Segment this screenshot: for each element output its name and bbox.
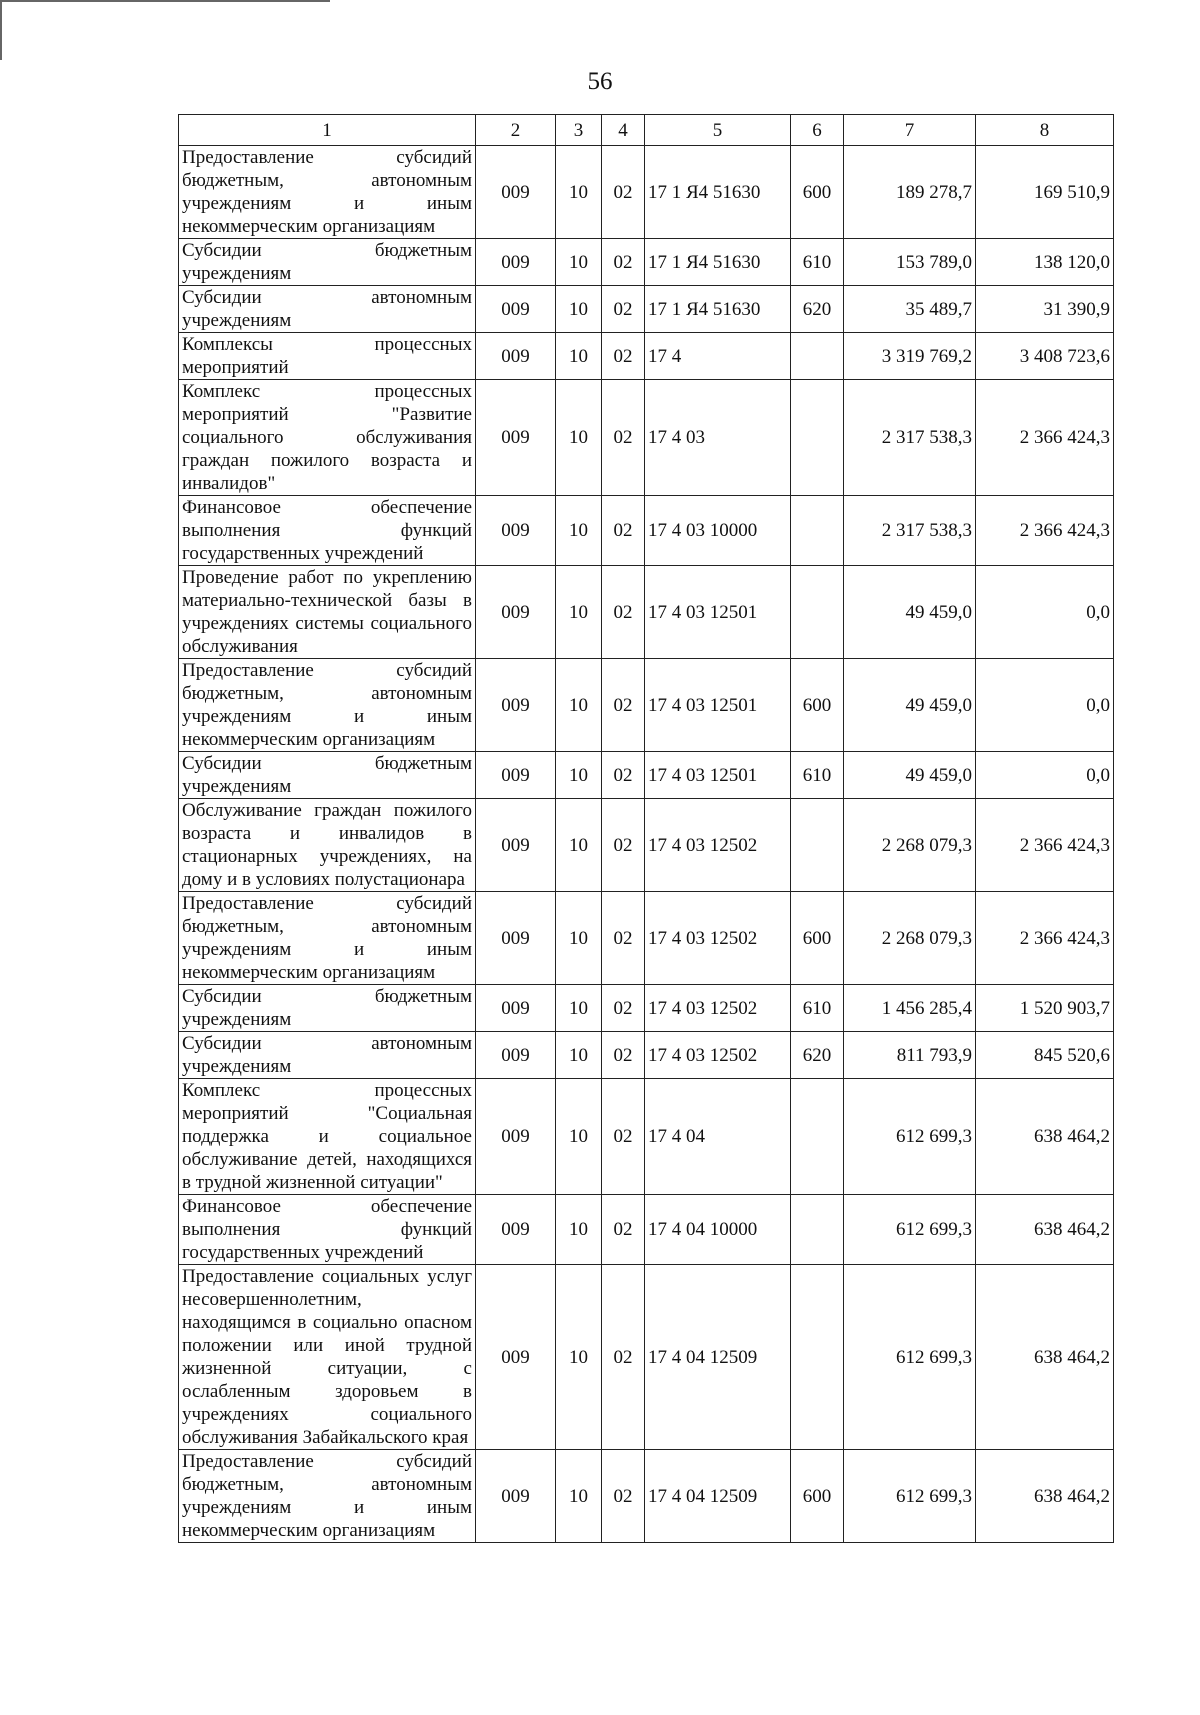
cell-target-article: 17 4 03 12502 (645, 1032, 791, 1079)
cell-section: 10 (556, 286, 602, 333)
cell-amount-2: 138 120,0 (976, 239, 1114, 286)
scan-edge-line (0, 0, 330, 2)
cell-admin-code: 009 (476, 892, 556, 985)
column-header: 3 (556, 115, 602, 146)
cell-expense-type (791, 566, 844, 659)
row-name: Комплекс процессных мероприятий "Развитие социального обслуживания граждан пожилого возраста и инвалидов" (179, 380, 476, 496)
cell-subsection: 02 (602, 1079, 645, 1195)
cell-amount-1: 612 699,3 (844, 1450, 976, 1543)
cell-expense-type (791, 799, 844, 892)
table-row (179, 496, 1114, 566)
cell-expense-type: 610 (791, 985, 844, 1032)
cell-expense-type (791, 1195, 844, 1265)
cell-target-article: 17 4 04 (645, 1079, 791, 1195)
cell-subsection: 02 (602, 1265, 645, 1450)
scan-edge-line (0, 0, 2, 60)
row-name: Обслуживание граждан пожилого возраста и инвалидов в стационарных учреждениях, на дому и в условиях полустационара (179, 799, 476, 892)
cell-amount-1: 49 459,0 (844, 659, 976, 752)
cell-expense-type: 620 (791, 1032, 844, 1079)
column-header: 5 (645, 115, 791, 146)
row-name: Предоставление субсидий бюджетным, автономным учреждениям и иным некоммерческим организациям (179, 146, 476, 239)
cell-expense-type: 600 (791, 659, 844, 752)
cell-amount-2: 638 464,2 (976, 1195, 1114, 1265)
cell-amount-1: 2 317 538,3 (844, 380, 976, 496)
cell-amount-2: 638 464,2 (976, 1079, 1114, 1195)
cell-target-article: 17 1 Я4 51630 (645, 239, 791, 286)
cell-admin-code: 009 (476, 799, 556, 892)
table-row (179, 799, 1114, 892)
row-name: Субсидии бюджетным учреждениям (179, 752, 476, 799)
cell-subsection: 02 (602, 333, 645, 380)
cell-section: 10 (556, 1032, 602, 1079)
cell-admin-code: 009 (476, 1195, 556, 1265)
cell-expense-type (791, 1265, 844, 1450)
column-header: 7 (844, 115, 976, 146)
row-name: Субсидии бюджетным учреждениям (179, 239, 476, 286)
cell-amount-2: 1 520 903,7 (976, 985, 1114, 1032)
cell-admin-code: 009 (476, 239, 556, 286)
row-name: Предоставление субсидий бюджетным, автономным учреждениям и иным некоммерческим организациям (179, 659, 476, 752)
cell-section: 10 (556, 566, 602, 659)
cell-expense-type: 610 (791, 752, 844, 799)
cell-admin-code: 009 (476, 1265, 556, 1450)
cell-subsection: 02 (602, 146, 645, 239)
cell-target-article: 17 4 03 12502 (645, 985, 791, 1032)
cell-target-article: 17 4 03 12502 (645, 799, 791, 892)
page-number: 56 (587, 68, 613, 95)
cell-amount-2: 0,0 (976, 566, 1114, 659)
table-row (179, 1195, 1114, 1265)
cell-admin-code: 009 (476, 659, 556, 752)
cell-amount-2: 638 464,2 (976, 1450, 1114, 1543)
cell-section: 10 (556, 892, 602, 985)
cell-amount-1: 35 489,7 (844, 286, 976, 333)
cell-admin-code: 009 (476, 1079, 556, 1195)
cell-amount-1: 153 789,0 (844, 239, 976, 286)
cell-expense-type (791, 496, 844, 566)
cell-admin-code: 009 (476, 333, 556, 380)
cell-target-article: 17 4 04 12509 (645, 1265, 791, 1450)
budget-table (178, 114, 1114, 1543)
table-row (179, 566, 1114, 659)
cell-amount-2: 638 464,2 (976, 1265, 1114, 1450)
cell-target-article: 17 4 03 12501 (645, 752, 791, 799)
cell-amount-2: 3 408 723,6 (976, 333, 1114, 380)
cell-expense-type: 620 (791, 286, 844, 333)
cell-amount-2: 31 390,9 (976, 286, 1114, 333)
cell-target-article: 17 4 04 10000 (645, 1195, 791, 1265)
cell-admin-code: 009 (476, 1450, 556, 1543)
cell-subsection: 02 (602, 659, 645, 752)
cell-amount-1: 49 459,0 (844, 752, 976, 799)
row-name: Субсидии автономным учреждениям (179, 286, 476, 333)
cell-subsection: 02 (602, 1195, 645, 1265)
cell-admin-code: 009 (476, 286, 556, 333)
cell-subsection: 02 (602, 380, 645, 496)
column-header: 2 (476, 115, 556, 146)
cell-amount-2: 2 366 424,3 (976, 892, 1114, 985)
column-header: 6 (791, 115, 844, 146)
cell-expense-type: 600 (791, 892, 844, 985)
cell-section: 10 (556, 496, 602, 566)
cell-subsection: 02 (602, 496, 645, 566)
cell-amount-1: 2 317 538,3 (844, 496, 976, 566)
cell-target-article: 17 4 03 12501 (645, 566, 791, 659)
cell-admin-code: 009 (476, 985, 556, 1032)
cell-target-article: 17 4 03 12501 (645, 659, 791, 752)
table-row (179, 1265, 1114, 1450)
cell-amount-2: 0,0 (976, 752, 1114, 799)
cell-subsection: 02 (602, 1032, 645, 1079)
cell-amount-1: 2 268 079,3 (844, 799, 976, 892)
cell-subsection: 02 (602, 1450, 645, 1543)
cell-amount-1: 612 699,3 (844, 1079, 976, 1195)
cell-target-article: 17 4 03 (645, 380, 791, 496)
cell-amount-1: 3 319 769,2 (844, 333, 976, 380)
cell-admin-code: 009 (476, 146, 556, 239)
cell-section: 10 (556, 380, 602, 496)
cell-target-article: 17 4 (645, 333, 791, 380)
cell-amount-1: 49 459,0 (844, 566, 976, 659)
cell-admin-code: 009 (476, 566, 556, 659)
cell-subsection: 02 (602, 752, 645, 799)
cell-target-article: 17 1 Я4 51630 (645, 146, 791, 239)
row-name: Предоставление социальных услуг несовершеннолетним, находящимся в социально опасном положении или иной трудной жизненной ситуации, с ослабленным здоровьем в учреждениях социального обслуживания Забайкальского края (179, 1265, 476, 1450)
cell-expense-type: 600 (791, 146, 844, 239)
row-name: Финансовое обеспечение выполнения функций государственных учреждений (179, 496, 476, 566)
cell-admin-code: 009 (476, 1032, 556, 1079)
table-row (179, 985, 1114, 1032)
cell-target-article: 17 4 03 10000 (645, 496, 791, 566)
cell-amount-1: 612 699,3 (844, 1195, 976, 1265)
cell-section: 10 (556, 659, 602, 752)
table-row (179, 286, 1114, 333)
column-header: 4 (602, 115, 645, 146)
table-row (179, 892, 1114, 985)
cell-amount-2: 2 366 424,3 (976, 496, 1114, 566)
table-row (179, 1079, 1114, 1195)
row-name: Комплексы процессных мероприятий (179, 333, 476, 380)
cell-admin-code: 009 (476, 380, 556, 496)
column-header: 8 (976, 115, 1114, 146)
cell-amount-2: 2 366 424,3 (976, 380, 1114, 496)
table-row (179, 659, 1114, 752)
table-row (179, 239, 1114, 286)
cell-amount-1: 189 278,7 (844, 146, 976, 239)
row-name: Комплекс процессных мероприятий "Социальная поддержка и социальное обслуживание детей, находящихся в трудной жизненной ситуации" (179, 1079, 476, 1195)
row-name: Предоставление субсидий бюджетным, автономным учреждениям и иным некоммерческим организациям (179, 892, 476, 985)
cell-section: 10 (556, 146, 602, 239)
cell-section: 10 (556, 985, 602, 1032)
row-name: Финансовое обеспечение выполнения функций государственных учреждений (179, 1195, 476, 1265)
table-row (179, 1450, 1114, 1543)
table-row (179, 1032, 1114, 1079)
cell-expense-type (791, 380, 844, 496)
cell-amount-2: 2 366 424,3 (976, 799, 1114, 892)
cell-admin-code: 009 (476, 752, 556, 799)
cell-target-article: 17 1 Я4 51630 (645, 286, 791, 333)
table-row (179, 380, 1114, 496)
header-row (179, 115, 1114, 146)
row-name: Проведение работ по укреплению материально-технической базы в учреждениях системы социального обслуживания (179, 566, 476, 659)
cell-target-article: 17 4 04 12509 (645, 1450, 791, 1543)
cell-amount-2: 169 510,9 (976, 146, 1114, 239)
cell-amount-1: 2 268 079,3 (844, 892, 976, 985)
table-row (179, 752, 1114, 799)
cell-expense-type: 610 (791, 239, 844, 286)
row-name: Предоставление субсидий бюджетным, автономным учреждениям и иным некоммерческим организациям (179, 1450, 476, 1543)
row-name: Субсидии бюджетным учреждениям (179, 985, 476, 1032)
cell-subsection: 02 (602, 799, 645, 892)
cell-section: 10 (556, 752, 602, 799)
cell-section: 10 (556, 239, 602, 286)
cell-expense-type (791, 1079, 844, 1195)
cell-expense-type (791, 333, 844, 380)
table-row (179, 333, 1114, 380)
cell-amount-1: 811 793,9 (844, 1032, 976, 1079)
cell-admin-code: 009 (476, 496, 556, 566)
cell-amount-1: 1 456 285,4 (844, 985, 976, 1032)
cell-section: 10 (556, 1265, 602, 1450)
cell-target-article: 17 4 03 12502 (645, 892, 791, 985)
column-header: 1 (179, 115, 476, 146)
cell-subsection: 02 (602, 286, 645, 333)
cell-amount-2: 845 520,6 (976, 1032, 1114, 1079)
cell-section: 10 (556, 1079, 602, 1195)
row-name: Субсидии автономным учреждениям (179, 1032, 476, 1079)
cell-section: 10 (556, 1195, 602, 1265)
cell-subsection: 02 (602, 892, 645, 985)
cell-section: 10 (556, 1450, 602, 1543)
table-row (179, 146, 1114, 239)
cell-subsection: 02 (602, 239, 645, 286)
cell-section: 10 (556, 333, 602, 380)
cell-subsection: 02 (602, 985, 645, 1032)
cell-amount-2: 0,0 (976, 659, 1114, 752)
cell-expense-type: 600 (791, 1450, 844, 1543)
cell-amount-1: 612 699,3 (844, 1265, 976, 1450)
cell-section: 10 (556, 799, 602, 892)
cell-subsection: 02 (602, 566, 645, 659)
